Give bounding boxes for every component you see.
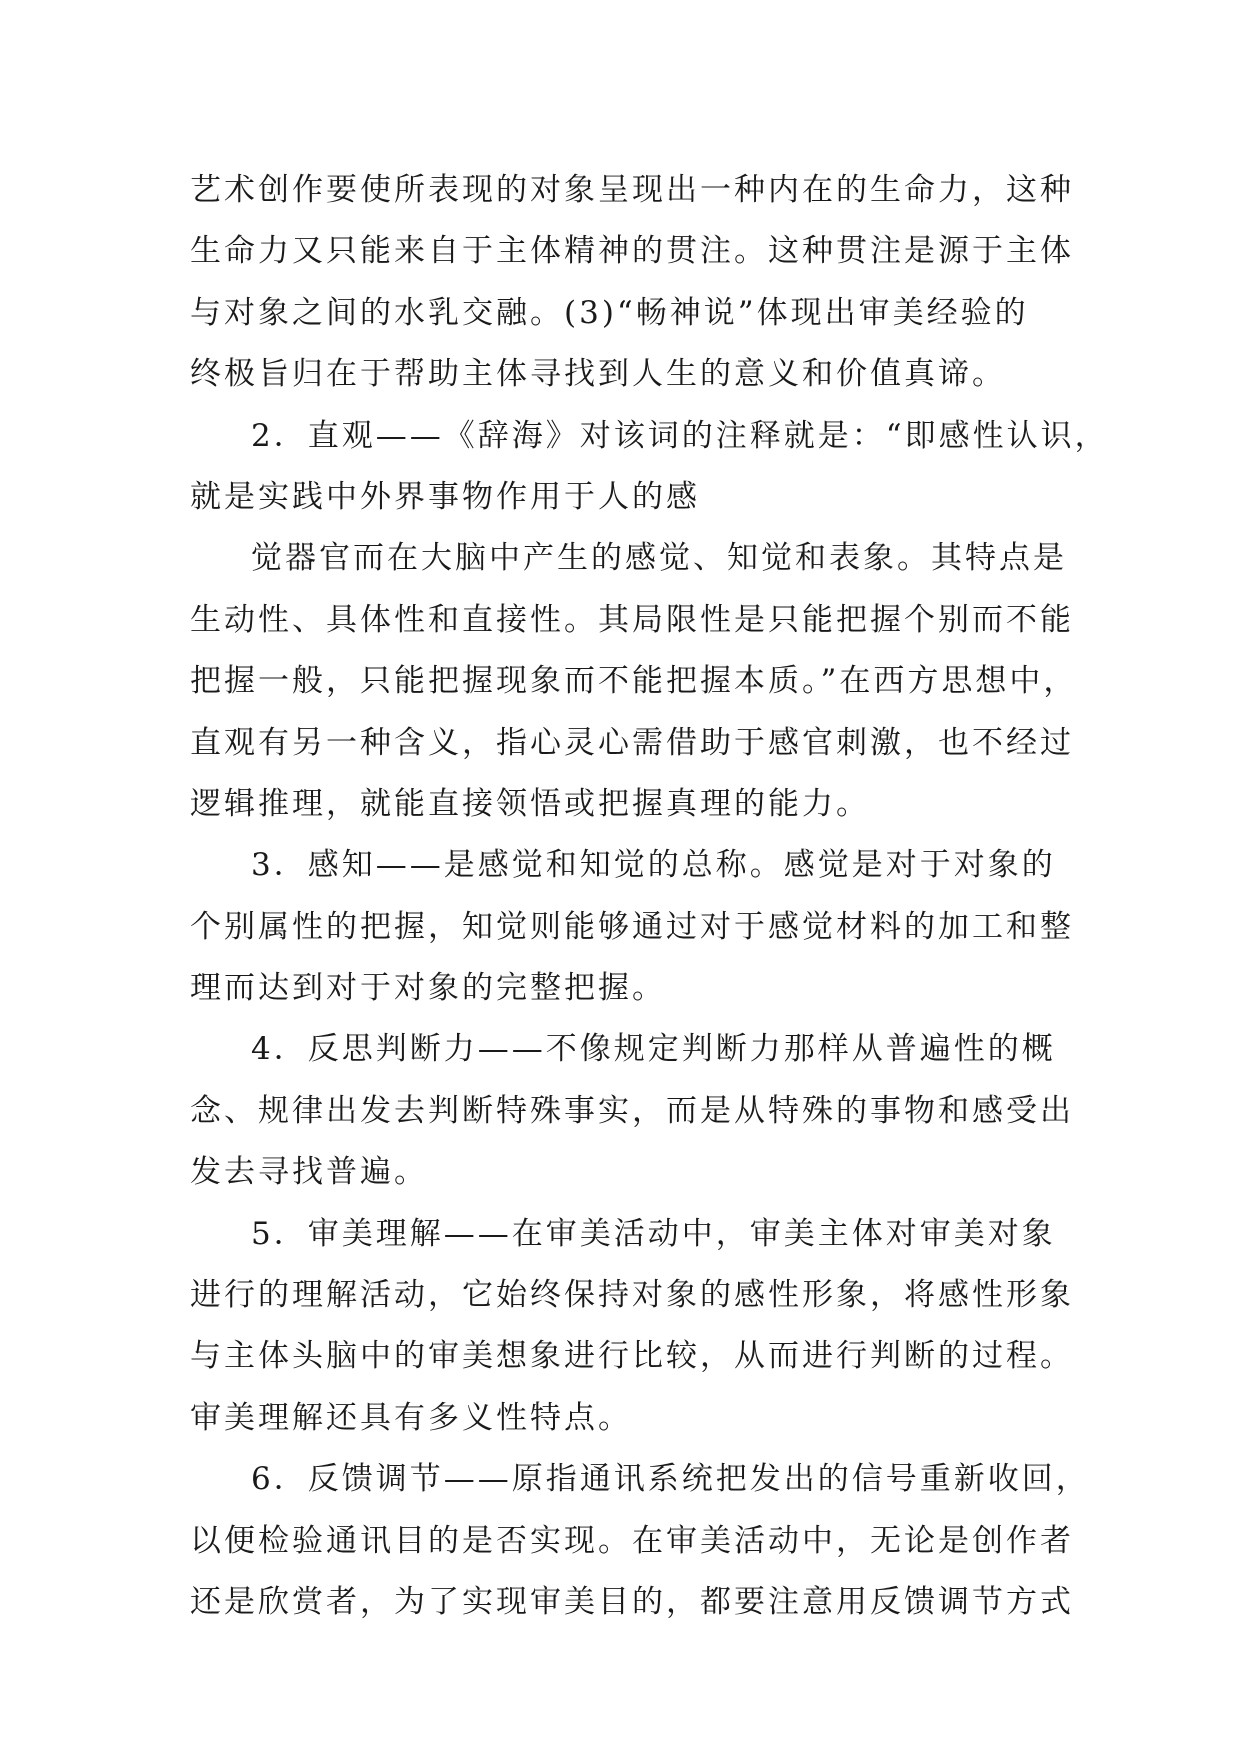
text-line: 与主体头脑中的审美想象进行比较，从而进行判断的过程。 — [190, 1338, 1074, 1375]
text-line: 直观有另一种含义，指心灵心需借助于感官刺激，也不经过 — [190, 724, 1074, 761]
text-line: 个别属性的把握，知觉则能够通过对于感觉材料的加工和整 — [190, 908, 1074, 945]
text-line: 生命力又只能来自于主体精神的贯注。这种贯注是源于主体 — [190, 233, 1074, 270]
text-line: 2．直观——《辞海》对该词的注释就是：“即感性认识， — [251, 417, 1109, 454]
text-line: 4．反思判断力——不像规定判断力那样从普遍性的概 — [251, 1031, 1056, 1068]
text-line: 与对象之间的水乳交融。(3)“畅神说”体现出审美经验的 — [190, 294, 1029, 331]
text-line: 终极旨归在于帮助主体寻找到人生的意义和价值真谛。 — [190, 356, 1006, 393]
text-line: 6．反馈调节——原指通讯系统把发出的信号重新收回， — [251, 1461, 1090, 1498]
text-line: 生动性、具体性和直接性。其局限性是只能把握个别而不能 — [190, 601, 1074, 638]
text-line: 逻辑推理，就能直接领悟或把握真理的能力。 — [190, 785, 870, 822]
text-line: 把握一般，只能把握现象而不能把握本质。”在西方思想中， — [190, 663, 1078, 700]
text-line: 觉器官而在大脑中产生的感觉、知觉和表象。其特点是 — [251, 540, 1067, 577]
text-line: 就是实践中外界事物作用于人的感 — [190, 478, 700, 515]
text-line: 艺术创作要使所表现的对象呈现出一种内在的生命力，这种 — [190, 172, 1074, 208]
text-line: 以便检验通讯目的是否实现。在审美活动中，无论是创作者 — [190, 1522, 1074, 1559]
text-line: 审美理解还具有多义性特点。 — [190, 1399, 632, 1436]
text-line: 3．感知——是感觉和知觉的总称。感觉是对于对象的 — [251, 847, 1056, 884]
document-body — [190, 160, 1109, 1633]
text-line: 进行的理解活动，它始终保持对象的感性形象，将感性形象 — [190, 1277, 1074, 1314]
text-line: 理而达到对于对象的完整把握。 — [190, 970, 666, 1007]
text-line: 5．审美理解——在审美活动中，审美主体对审美对象 — [251, 1215, 1056, 1252]
text-line: 还是欣赏者，为了实现审美目的，都要注意用反馈调节方式 — [190, 1583, 1074, 1620]
text-line: 发去寻找普遍。 — [190, 1154, 428, 1191]
text-line: 念、规律出发去判断特殊事实，而是从特殊的事物和感受出 — [190, 1092, 1074, 1129]
